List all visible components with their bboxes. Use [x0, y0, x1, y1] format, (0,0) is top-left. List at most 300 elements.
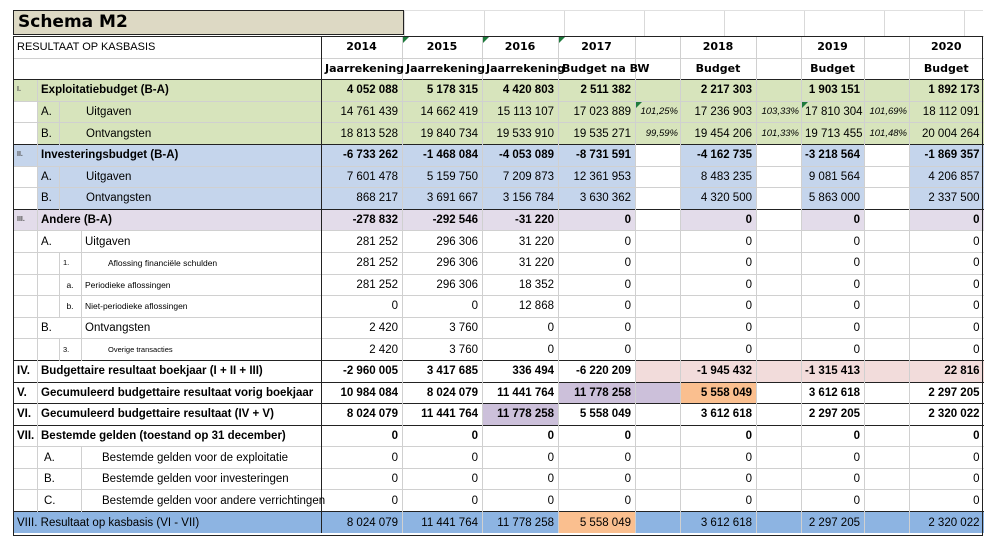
- value-2016: 12 868: [483, 296, 559, 318]
- value-2014: 0: [322, 425, 403, 447]
- value-2019: 0: [802, 296, 865, 318]
- row-label-text: Resultaat op kasbasis (VI - VII): [40, 516, 200, 529]
- value-2016: 0: [483, 317, 559, 339]
- row-resultaat-kasbasis: [14, 512, 984, 534]
- value-2018: 0: [681, 296, 757, 318]
- value-2014: -278 832: [322, 209, 403, 231]
- value-2020: 0: [910, 231, 984, 253]
- row-label: Uitgaven: [82, 231, 322, 253]
- row-bestemde-andere: [14, 490, 984, 512]
- pct-cell: [757, 58, 802, 80]
- indent-cell: [14, 339, 38, 361]
- value-2018: 0: [681, 468, 757, 490]
- row-number: B.: [38, 468, 82, 490]
- value-2015: 5 159 750: [403, 166, 483, 188]
- value-2016: 0: [483, 425, 559, 447]
- value-2016: -4 053 089: [483, 144, 559, 166]
- pct-cell: [757, 468, 802, 490]
- value-2019: 19 713 455: [802, 123, 865, 145]
- value-2019: 0: [802, 490, 865, 512]
- indent-cell: [14, 317, 38, 339]
- value-2020: 1 892 173: [910, 80, 984, 102]
- row-label: Budgettaire resultaat boekjaar (I + II + III): [38, 360, 322, 382]
- year-2014: 2014: [322, 37, 403, 59]
- value-2014: 281 252: [322, 231, 403, 253]
- pct-cell: [636, 425, 681, 447]
- pct-col-header: [636, 37, 681, 59]
- type-2017: Budget na BW: [559, 58, 636, 80]
- value-2020: 0: [910, 490, 984, 512]
- value-2014: 10 984 084: [322, 382, 403, 404]
- value-2019: 0: [802, 339, 865, 361]
- row-label: [14, 512, 322, 534]
- row-label: Bestemde gelden (toestand op 31 december): [38, 425, 322, 447]
- value-2016: 0: [483, 468, 559, 490]
- value-2016: 31 220: [483, 252, 559, 274]
- value-2016: 11 778 258: [483, 404, 559, 426]
- row-number: C.: [38, 490, 82, 512]
- value-2014: -2 960 005: [322, 360, 403, 382]
- value-2019: 17 810 304: [802, 101, 865, 123]
- pct-cell: [636, 252, 681, 274]
- value-2017: 0: [559, 252, 636, 274]
- value-2017: 0: [559, 339, 636, 361]
- value-2015: 0: [403, 490, 483, 512]
- pct-cell: [636, 512, 681, 534]
- pct-cell: [636, 382, 681, 404]
- value-2017: 0: [559, 425, 636, 447]
- value-2018: 0: [681, 425, 757, 447]
- row-label: Bestemde gelden voor andere verrichtingen: [82, 490, 322, 512]
- pct-cell: [757, 274, 802, 296]
- pct-cell: [865, 382, 910, 404]
- pct-2017: 101,25%: [636, 101, 681, 123]
- indent-cell: [38, 296, 60, 318]
- pct-cell: [865, 252, 910, 274]
- pct-cell: [865, 447, 910, 469]
- value-2017: 0: [559, 490, 636, 512]
- row-label: Gecumuleerd budgettaire resultaat vorig boekjaar: [38, 382, 322, 404]
- value-2017: 17 023 889: [559, 101, 636, 123]
- value-2019: 0: [802, 231, 865, 253]
- value-2014: 8 024 079: [322, 404, 403, 426]
- value-2018: 0: [681, 274, 757, 296]
- row-andere: [14, 209, 984, 231]
- title-row-grid: [404, 10, 983, 36]
- value-2017: 12 361 953: [559, 166, 636, 188]
- indent-cell: [14, 166, 38, 188]
- pct-cell: [757, 317, 802, 339]
- pct-cell: [757, 382, 802, 404]
- value-2015: 0: [403, 447, 483, 469]
- value-2018: 4 320 500: [681, 188, 757, 210]
- value-2015: 11 441 764: [403, 404, 483, 426]
- row-number: 3.: [60, 339, 82, 361]
- value-2016: 336 494: [483, 360, 559, 382]
- row-label: Niet-periodieke aflossingen: [82, 296, 322, 318]
- value-2019: 9 081 564: [802, 166, 865, 188]
- row-number: B.: [38, 317, 82, 339]
- value-2015: 5 178 315: [403, 80, 483, 102]
- row-exploitatiebudget: [14, 80, 984, 102]
- value-2014: 281 252: [322, 274, 403, 296]
- value-2018: 3 612 618: [681, 404, 757, 426]
- value-2020: 0: [910, 274, 984, 296]
- value-2014: 868 217: [322, 188, 403, 210]
- value-2020: 0: [910, 252, 984, 274]
- value-2016: 11 441 764: [483, 382, 559, 404]
- pct-cell: [865, 468, 910, 490]
- value-2016: 11 778 258: [483, 512, 559, 534]
- value-2018: 8 483 235: [681, 166, 757, 188]
- value-2014: 0: [322, 468, 403, 490]
- indent-cell: [14, 296, 38, 318]
- value-2016: 4 420 803: [483, 80, 559, 102]
- row-label: Ontvangsten: [60, 188, 322, 210]
- row-gecumuleerd-resultaat: [14, 404, 984, 426]
- header-label: RESULTAAT OP KASBASIS: [14, 37, 322, 59]
- value-2018: 17 236 903: [681, 101, 757, 123]
- row-bestemde-gelden: [14, 425, 984, 447]
- pct-cell: [865, 490, 910, 512]
- value-2016: 15 113 107: [483, 101, 559, 123]
- value-2015: 0: [403, 468, 483, 490]
- value-2019: 0: [802, 447, 865, 469]
- value-2018: 3 612 618: [681, 512, 757, 534]
- value-2018: -1 945 432: [681, 360, 757, 382]
- value-2015: -1 468 084: [403, 144, 483, 166]
- pct-cell: [865, 80, 910, 102]
- value-2019: -1 315 413: [802, 360, 865, 382]
- value-2016: 31 220: [483, 231, 559, 253]
- indent-cell: [14, 447, 38, 469]
- pct-cell: [757, 360, 802, 382]
- value-2016: 0: [483, 339, 559, 361]
- value-2017: 0: [559, 468, 636, 490]
- row-overige-transacties: [14, 339, 984, 361]
- pct-col-header: [757, 37, 802, 59]
- row-label: Ontvangsten: [60, 123, 322, 145]
- pct-cell: [636, 404, 681, 426]
- value-2020: -1 869 357: [910, 144, 984, 166]
- row-expl-uitgaven: [14, 101, 984, 123]
- value-2018: 0: [681, 209, 757, 231]
- value-2020: 20 004 264: [910, 123, 984, 145]
- pct-cell: [636, 468, 681, 490]
- value-2017: 0: [559, 274, 636, 296]
- value-2015: 0: [403, 425, 483, 447]
- pct-cell: [757, 339, 802, 361]
- row-niet-periodieke: [14, 296, 984, 318]
- pct-cell: [757, 166, 802, 188]
- pct-cell: [636, 490, 681, 512]
- row-label: Andere (B-A): [38, 209, 322, 231]
- pct-cell: [636, 296, 681, 318]
- year-2016: 2016: [483, 37, 559, 59]
- value-2020: 0: [910, 209, 984, 231]
- pct-cell: [865, 317, 910, 339]
- pct-cell: [865, 512, 910, 534]
- pct-cell: [865, 425, 910, 447]
- row-number: A.: [38, 231, 82, 253]
- pct-cell: [636, 360, 681, 382]
- value-2019: 0: [802, 252, 865, 274]
- value-2019: -3 218 564: [802, 144, 865, 166]
- pct-cell: [865, 274, 910, 296]
- indent-cell: [38, 252, 60, 274]
- value-2017: 0: [559, 209, 636, 231]
- indent-cell: [38, 274, 60, 296]
- value-2015: 14 662 419: [403, 101, 483, 123]
- value-2018: 19 454 206: [681, 123, 757, 145]
- value-2020: 0: [910, 339, 984, 361]
- type-2019: Budget: [802, 58, 865, 80]
- row-number: A.: [38, 101, 60, 123]
- pct-cell: [865, 144, 910, 166]
- value-2015: 3 691 667: [403, 188, 483, 210]
- value-2020: 0: [910, 317, 984, 339]
- value-2017: -8 731 591: [559, 144, 636, 166]
- value-2015: 296 306: [403, 231, 483, 253]
- value-2016: 0: [483, 447, 559, 469]
- value-2014: 8 024 079: [322, 512, 403, 534]
- value-2015: 296 306: [403, 252, 483, 274]
- row-bestemde-investeringen: [14, 468, 984, 490]
- value-2019: 0: [802, 274, 865, 296]
- row-label: Overige transacties: [82, 339, 322, 361]
- pct-cell: [865, 188, 910, 210]
- pct-cell: [757, 209, 802, 231]
- row-investeringsbudget: [14, 144, 984, 166]
- pct-cell: [865, 231, 910, 253]
- value-2019: 0: [802, 425, 865, 447]
- row-andere-ontvangsten: [14, 317, 984, 339]
- pct-col-header: [865, 37, 910, 59]
- row-number: I.: [14, 80, 38, 102]
- value-2017: 5 558 049: [559, 404, 636, 426]
- value-2018: 0: [681, 252, 757, 274]
- value-2018: -4 162 735: [681, 144, 757, 166]
- row-label: Periodieke aflossingen: [82, 274, 322, 296]
- pct-cell: [636, 274, 681, 296]
- value-2016: 19 533 910: [483, 123, 559, 145]
- value-2017: 2 511 382: [559, 80, 636, 102]
- row-label: Uitgaven: [60, 101, 322, 123]
- row-gecumuleerd-vorig: [14, 382, 984, 404]
- value-2017: 5 558 049: [559, 512, 636, 534]
- pct-cell: [757, 296, 802, 318]
- value-2017: 11 778 258: [559, 382, 636, 404]
- pct-2017: 99,59%: [636, 123, 681, 145]
- value-2019: 5 863 000: [802, 188, 865, 210]
- year-2017: 2017: [559, 37, 636, 59]
- row-number: IV.: [14, 360, 38, 382]
- value-2014: 7 601 478: [322, 166, 403, 188]
- value-2014: 18 813 528: [322, 123, 403, 145]
- row-number: B.: [38, 123, 60, 145]
- value-2019: 2 297 205: [802, 404, 865, 426]
- value-2018: 0: [681, 490, 757, 512]
- value-2015: 3 417 685: [403, 360, 483, 382]
- row-number: 1.: [60, 252, 82, 274]
- pct-cell: [636, 447, 681, 469]
- year-2020: 2020: [910, 37, 984, 59]
- pct-cell: [865, 58, 910, 80]
- value-2018: 5 558 049: [681, 382, 757, 404]
- pct-cell: [636, 144, 681, 166]
- value-2020: 4 206 857: [910, 166, 984, 188]
- type-2018: Budget: [681, 58, 757, 80]
- row-label: Ontvangsten: [82, 317, 322, 339]
- row-label: Uitgaven: [60, 166, 322, 188]
- value-2020: 0: [910, 468, 984, 490]
- value-2018: 0: [681, 231, 757, 253]
- row-number: VI.: [14, 404, 38, 426]
- value-2015: 11 441 764: [403, 512, 483, 534]
- value-2015: 3 760: [403, 317, 483, 339]
- pct-cell: [865, 166, 910, 188]
- pct-cell: [636, 339, 681, 361]
- value-2014: 0: [322, 296, 403, 318]
- value-2020: 2 297 205: [910, 382, 984, 404]
- pct-cell: [865, 209, 910, 231]
- value-2019: 2 297 205: [802, 512, 865, 534]
- value-2015: 296 306: [403, 274, 483, 296]
- value-2018: 0: [681, 339, 757, 361]
- value-2019: 1 903 151: [802, 80, 865, 102]
- value-2015: -292 546: [403, 209, 483, 231]
- row-inv-ontvangsten: [14, 188, 984, 210]
- value-2015: 19 840 734: [403, 123, 483, 145]
- row-andere-uitgaven: [14, 231, 984, 253]
- row-expl-ontvangsten: [14, 123, 984, 145]
- pct-cell: [757, 447, 802, 469]
- type-2014: Jaarrekening: [322, 58, 403, 80]
- value-2019: 0: [802, 468, 865, 490]
- header-row-types: [14, 58, 984, 80]
- pct-cell: [636, 80, 681, 102]
- indent-cell: [14, 490, 38, 512]
- schema-title: Schema M2: [13, 10, 404, 35]
- indent-cell: [14, 231, 38, 253]
- pct-cell: [636, 231, 681, 253]
- indent-cell: [14, 101, 38, 123]
- value-2014: 2 420: [322, 339, 403, 361]
- row-label: Exploitatiebudget (B-A): [38, 80, 322, 102]
- pct-2018: 103,33%: [757, 101, 802, 123]
- pct-cell: [865, 404, 910, 426]
- row-label: Bestemde gelden voor investeringen: [82, 468, 322, 490]
- budget-table: [13, 36, 984, 533]
- pct-cell: [636, 188, 681, 210]
- value-2017: 3 630 362: [559, 188, 636, 210]
- row-number: A.: [38, 447, 82, 469]
- value-2014: 4 052 088: [322, 80, 403, 102]
- value-2015: 0: [403, 296, 483, 318]
- value-2018: 0: [681, 317, 757, 339]
- pct-cell: [757, 404, 802, 426]
- pct-cell: [636, 317, 681, 339]
- indent-cell: [14, 274, 38, 296]
- row-number: A.: [38, 166, 60, 188]
- row-number: a.: [60, 274, 82, 296]
- pct-cell: [757, 512, 802, 534]
- value-2020: 2 320 022: [910, 404, 984, 426]
- row-label: Investeringsbudget (B-A): [38, 144, 322, 166]
- value-2019: 0: [802, 209, 865, 231]
- value-2014: -6 733 262: [322, 144, 403, 166]
- pct-cell: [757, 144, 802, 166]
- row-number: b.: [60, 296, 82, 318]
- pct-cell: [865, 360, 910, 382]
- indent-cell: [14, 252, 38, 274]
- value-2014: 0: [322, 490, 403, 512]
- value-2020: 18 112 091: [910, 101, 984, 123]
- pct-2018: 101,33%: [757, 123, 802, 145]
- type-2015: Jaarrekening: [403, 58, 483, 80]
- pct-cell: [757, 231, 802, 253]
- value-2020: 0: [910, 425, 984, 447]
- value-2018: 2 217 303: [681, 80, 757, 102]
- header-row-years: [14, 37, 984, 59]
- pct-cell: [636, 166, 681, 188]
- row-number: V.: [14, 382, 38, 404]
- value-2014: 2 420: [322, 317, 403, 339]
- year-2018: 2018: [681, 37, 757, 59]
- value-2017: 0: [559, 296, 636, 318]
- pct-cell: [865, 339, 910, 361]
- value-2014: 0: [322, 447, 403, 469]
- pct-2019: 101,48%: [865, 123, 910, 145]
- row-budgettaire-resultaat: [14, 360, 984, 382]
- value-2017: -6 220 209: [559, 360, 636, 382]
- row-number: VIII.: [17, 516, 38, 529]
- row-number: II.: [14, 144, 38, 166]
- value-2017: 0: [559, 447, 636, 469]
- value-2016: 0: [483, 490, 559, 512]
- year-2019: 2019: [802, 37, 865, 59]
- pct-2019: 101,69%: [865, 101, 910, 123]
- value-2017: 0: [559, 231, 636, 253]
- value-2020: 2 337 500: [910, 188, 984, 210]
- value-2017: 0: [559, 317, 636, 339]
- row-inv-uitgaven: [14, 166, 984, 188]
- value-2018: 0: [681, 447, 757, 469]
- value-2016: 7 209 873: [483, 166, 559, 188]
- type-2020: Budget: [910, 58, 984, 80]
- value-2016: 18 352: [483, 274, 559, 296]
- value-2020: 0: [910, 296, 984, 318]
- value-2020: 2 320 022: [910, 512, 984, 534]
- value-2020: 22 816: [910, 360, 984, 382]
- row-number: B.: [38, 188, 60, 210]
- row-number: VII.: [14, 425, 38, 447]
- value-2014: 281 252: [322, 252, 403, 274]
- value-2016: -31 220: [483, 209, 559, 231]
- row-number: III.: [14, 209, 38, 231]
- indent-cell: [38, 339, 60, 361]
- row-bestemde-exploitatie: [14, 447, 984, 469]
- value-2015: 8 024 079: [403, 382, 483, 404]
- indent-cell: [14, 123, 38, 145]
- indent-cell: [14, 468, 38, 490]
- pct-cell: [757, 490, 802, 512]
- header-empty: [14, 58, 322, 80]
- value-2015: 3 760: [403, 339, 483, 361]
- type-2016: Jaarrekening: [483, 58, 559, 80]
- pct-cell: [757, 188, 802, 210]
- pct-cell: [757, 425, 802, 447]
